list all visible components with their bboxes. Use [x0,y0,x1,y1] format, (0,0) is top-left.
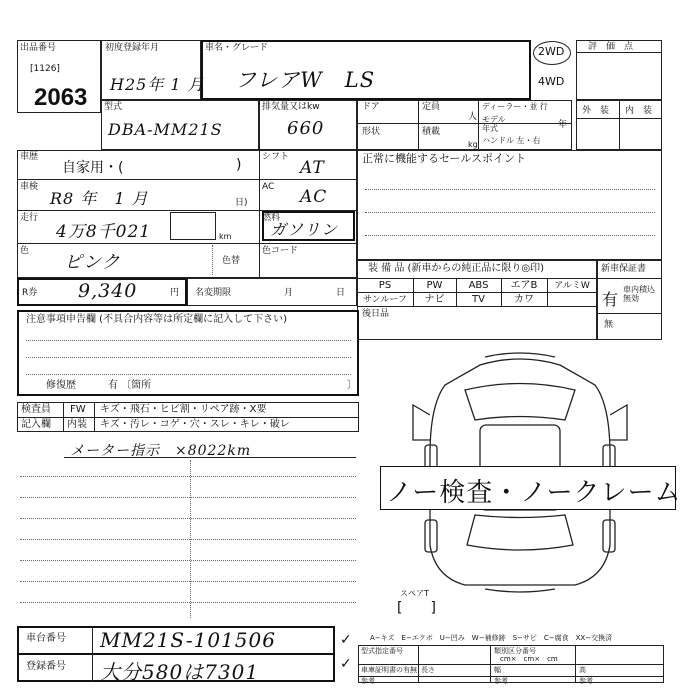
warranty-yes-note: 車内積込無効 [623,285,655,303]
mileage-box [170,212,216,240]
displacement-label: 排気量又はkw [262,102,320,112]
shift-value: AT [300,158,325,178]
score-label: 評 価 点 [588,42,634,52]
inspection-value: R8 年 1 月 [50,189,149,208]
fuel-label: 燃料 [262,213,281,223]
color-code-label: 色コード [262,246,299,256]
damage-legend: A−キズ E−エクボ U−凹み W−補修跡 S−サビ C−腐食 XX−交換済 [370,634,613,642]
equip-navi: ナビ [424,294,445,305]
color-label: 色 [20,246,30,256]
lot-sub: [1126] [30,64,60,74]
recycle-label: R券 [22,288,38,298]
fuel-box [262,211,355,241]
model-value: DBA-MM21S [108,120,223,139]
handle-label: ハンドル 左・右 [482,136,541,145]
equip-tv: TV [472,294,485,305]
equip-pw: PW [426,280,443,291]
kg-unit: kg [468,140,478,149]
color-value: ピンク [64,252,121,273]
aftermarket-label: 後日品 [362,309,390,319]
equip-airbag: エアB [510,280,538,291]
check-2: ✓ [340,656,352,672]
ac-value: AC [300,187,328,207]
recycle-unit: 円 [170,288,180,298]
warranty-no: 無 [604,320,614,330]
tbl-h: 参考 [494,677,508,685]
tbl-b: 類別区分番号 [494,647,536,655]
lot-label: 出品番号 [20,43,57,53]
first-reg-value: H25年 1 月 [110,75,205,94]
inspector-row1-text: キズ・飛石・ヒビ割・リペア跡・X要 [100,404,267,415]
warranty-label: 新車保証書 [601,264,647,274]
tbl-g: 参考 [361,677,375,685]
exterior-label: 外 装 [582,106,610,116]
tbl-c: 車庫証明書の有無 [361,666,417,674]
chassis-label: 車台番号 [26,633,66,644]
car-name-value: フレアW LS [235,68,376,92]
equip-sunroof: サンルーフ [363,295,407,305]
chassis-value: MM21S-101506 [100,628,276,652]
ac-label: AC [262,182,275,192]
history-label: 車歴 [20,152,39,162]
selling-point-box [357,150,662,260]
equipment-title: 装 備 品 (新車からの純正品に限り◎印) [368,263,545,274]
history-value: 自家用・( [62,160,124,176]
inspection-day: 日) [235,198,248,208]
km-unit: km [219,232,232,241]
notes-title: 注意事項申告欄 (不具合内容等は所定欄に記入して下さい) [26,314,287,325]
history-close: ) [236,157,242,173]
equip-abs: ABS [468,280,489,291]
door-color-label: 色替 [222,256,241,266]
name-change-label: 名変期限 [195,288,232,298]
drive-4wd: 4WD [538,75,565,88]
fuel-value: ガソリン [270,220,339,239]
mileage-label: 走行 [20,213,39,223]
dealer-label: ディーラー・並 行 [482,102,548,111]
person-unit: 人 [468,112,478,122]
recycle-value: 9,340 [78,280,138,302]
mileage-value: 4万8千021 [56,222,152,242]
tbl-f: 高 [579,666,586,674]
inspector-row2-text: キズ・汚レ・コゲ・穴・スレ・キレ・破レ [100,419,290,430]
model-label: 型式 [104,102,123,112]
reg-label: 登録番号 [26,661,66,672]
warranty-yes: 有 [602,290,619,309]
inspector-row1-head: FW [70,404,86,415]
check-1: ✓ [340,632,352,648]
spare-label: スペアT [400,589,429,598]
inspector-label2: 記入欄 [21,419,51,430]
equip-alloy: アルミW [554,281,590,291]
month-unit: 月 [284,288,294,298]
inspector-row2-head: 内装 [67,419,87,430]
lot-number: 2063 [34,84,88,111]
tbl-d: 長さ [421,666,435,674]
equip-ps: PS [378,280,392,291]
shift-label: シフト [262,152,290,162]
inspector-label1: 検査員 [21,404,51,415]
repair-label: 修復歴 [46,380,76,391]
model-year-label: モデル 年式 [482,115,506,133]
tbl-e: 幅 [494,666,501,674]
displacement-value: 660 [287,118,325,139]
selling-point-label: 正常に機能するセールスポイント [362,152,527,165]
equip-leather: カワ [514,294,534,305]
meter-note: メーター指示 ×8022km [70,443,252,459]
inspection-label: 車検 [20,182,39,192]
stamp-text: ノー検査・ノークレーム [386,478,682,508]
spare-bracket: [ ] [397,600,436,616]
door-label: ドア [362,102,380,112]
capacity-label: 定員 [422,102,441,112]
first-reg-label: 初度登録年月 [105,43,160,53]
reg-value: 大分580は7301 [100,660,260,684]
interior-label: 内 装 [625,106,653,116]
tbl-a: 型式指定番号 [361,647,403,655]
tbl-i: 参考 [579,677,593,685]
dims: cm× cm× cm [500,655,558,663]
day-unit: 日 [336,288,346,298]
load-label: 積載 [422,127,441,137]
year-unit: 年 [558,120,568,130]
drive-2wd: 2WD [538,45,565,58]
shape-label: 形状 [362,127,381,137]
car-name-label: 車名・グレード [205,43,269,53]
repair-has: 有 〔箇所 [108,380,152,391]
repair-close: 〕 [347,380,357,391]
